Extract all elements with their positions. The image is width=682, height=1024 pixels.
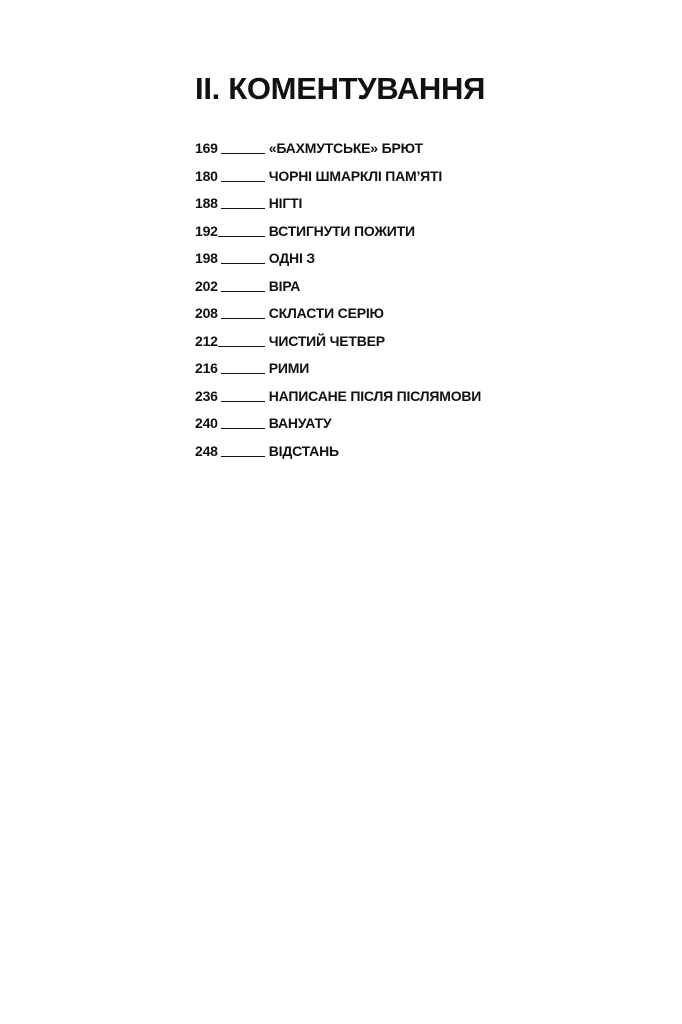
toc-entry: [195, 415, 481, 443]
toc-entry-title: ОДНІ З: [268, 250, 315, 266]
toc-page-number: 208: [195, 305, 218, 321]
toc-leader-line: [221, 291, 265, 292]
section-title: II. КОМЕНТУВАННЯ: [195, 71, 486, 106]
table-of-contents: [195, 140, 481, 470]
toc-entry-title: ЧОРНІ ШМАРКЛІ ПАМ’ЯТІ: [268, 167, 443, 184]
toc-entry-title: НІГТІ: [268, 195, 303, 211]
toc-entry: [195, 333, 481, 361]
toc-leader-line: [221, 318, 265, 319]
toc-leader-line: [221, 263, 265, 264]
toc-leader-line: [221, 456, 265, 457]
toc-entry: [195, 250, 481, 278]
toc-page-number: 188: [195, 195, 218, 211]
toc-entry: [195, 305, 481, 333]
toc-leader-line: [221, 208, 265, 209]
toc-entry: [195, 195, 481, 223]
toc-leader-line: [218, 346, 265, 347]
toc-leader-line: [221, 181, 265, 182]
toc-entry: [195, 278, 481, 306]
toc-entry: [195, 360, 481, 388]
toc-entry-title: «БАХМУТСЬКЕ» БРЮТ: [268, 140, 423, 156]
toc-entry-title: РИМИ: [268, 360, 310, 376]
toc-entry-title: НАПИСАНЕ ПІСЛЯ ПІСЛЯМОВИ: [268, 387, 482, 404]
toc-leader-line: [221, 153, 265, 154]
toc-entry-title: СКЛАСТИ СЕРІЮ: [268, 305, 384, 321]
toc-entry: [195, 140, 481, 168]
toc-leader-line: [221, 373, 265, 374]
toc-entry: [195, 223, 481, 251]
toc-entry: [195, 168, 481, 196]
toc-page-number: 202: [195, 277, 218, 294]
toc-entry-title: ВІДСТАНЬ: [268, 442, 339, 459]
toc-entry-title: ВСТИГНУТИ ПОЖИТИ: [268, 222, 415, 239]
toc-entry-title: ВІРА: [268, 277, 301, 294]
toc-page-number: 198: [195, 250, 218, 266]
toc-page-number: 236: [195, 387, 218, 404]
toc-page-number: 180: [195, 167, 218, 184]
toc-page-number: 212: [195, 332, 218, 349]
toc-leader-line: [218, 236, 265, 237]
toc-page-number: 248: [195, 442, 218, 459]
toc-entry-title: ВАНУАТУ: [268, 415, 332, 431]
toc-entry: [195, 443, 481, 471]
toc-page-number: 216: [195, 360, 218, 376]
toc-entry: [195, 388, 481, 416]
toc-page-number: 169: [195, 140, 218, 156]
toc-page-number: 192: [195, 222, 218, 239]
toc-entry-title: ЧИСТИЙ ЧЕТВЕР: [268, 332, 385, 349]
toc-page-number: 240: [195, 415, 218, 431]
toc-leader-line: [221, 428, 265, 429]
toc-leader-line: [221, 401, 265, 402]
